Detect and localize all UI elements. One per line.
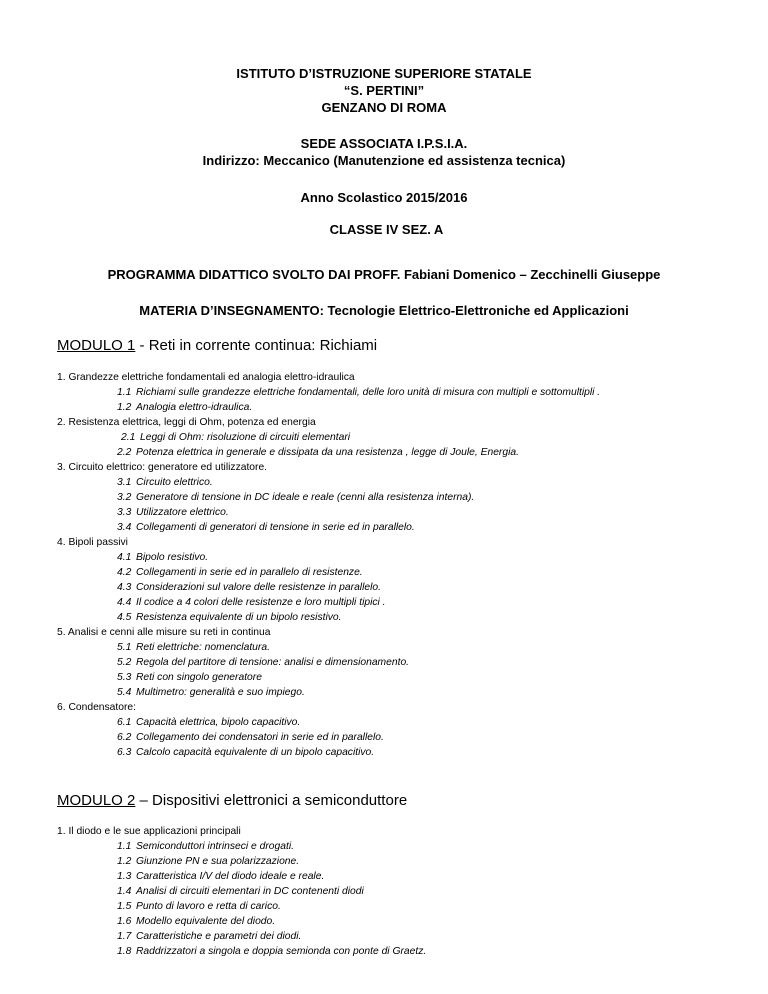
school-header	[0, 65, 768, 116]
module-2-label: MODULO 2	[57, 792, 136, 809]
sub-item: 5.4 Multimetro: generalità e suo impiego.	[117, 687, 305, 698]
sub-item: 1.6 Modello equivalente del diodo.	[117, 916, 276, 927]
module-1-label: MODULO 1	[57, 337, 136, 354]
sub-item: 3.1 Circuito elettrico.	[117, 477, 213, 488]
sede-title: SEDE ASSOCIATA I.P.S.I.A.	[300, 136, 468, 151]
school-city: GENZANO DI ROMA	[321, 100, 447, 115]
sub-item: 1.1 Semiconduttori intrinseci e drogati.	[117, 841, 294, 852]
classe-line: CLASSE IV SEZ. A	[329, 222, 444, 237]
module-2-separator: –	[135, 792, 153, 809]
module-1-separator: -	[135, 337, 149, 354]
sede-block	[0, 135, 768, 169]
sub-item: 4.4 Il codice a 4 colori delle resistenze e loro multipli tipici .	[117, 597, 386, 608]
school-name: ISTITUTO D’ISTRUZIONE SUPERIORE STATALE	[236, 66, 532, 81]
sub-item: 4.1 Bipolo resistivo.	[117, 552, 209, 563]
programma-line: PROGRAMMA DIDATTICO SVOLTO DAI PROFF. Fabiani Domenico – Zecchinelli Giuseppe	[107, 267, 661, 282]
sub-item: 4.5 Resistenza equivalente di un bipolo resistivo.	[117, 612, 342, 623]
module-2-title: Dispositivi elettronici a semiconduttore	[152, 792, 408, 809]
sub-item: 1.7 Caratteristiche e parametri dei diodi.	[117, 931, 302, 942]
sub-item: 5.3 Reti con singolo generatore	[117, 672, 262, 683]
sub-item: 1.5 Punto di lavoro e retta di carico.	[117, 901, 281, 912]
sub-item: 1.2 Analogia elettro-idraulica.	[117, 402, 253, 413]
sub-item: 6.3 Calcolo capacità equivalente di un bipolo capacitivo.	[117, 747, 375, 758]
sub-item: 6.2 Collegamento dei condensatori in serie ed in parallelo.	[117, 732, 384, 743]
list-item: 2. Resistenza elettrica, leggi di Ohm, potenza ed energia	[57, 417, 316, 428]
indirizzo-line: Indirizzo: Meccanico (Manutenzione ed assistenza tecnica)	[202, 153, 566, 168]
sub-item: 5.1 Reti elettriche: nomenclatura.	[117, 642, 270, 653]
school-named-after: “S. PERTINI”	[343, 83, 425, 98]
sub-item: 1.1 Richiami sulle grandezze elettriche fondamentali, delle loro unità di misura con multipli e sottomultipli .	[117, 387, 601, 398]
sub-item: 1.3 Caratteristica I/V del diodo ideale e reale.	[117, 871, 325, 882]
list-item: 5. Analisi e cenni alle misure su reti in continua	[57, 627, 271, 638]
list-item: 6. Condensatore:	[57, 702, 136, 713]
list-item: 1. Grandezze elettriche fondamentali ed analogia elettro-idraulica	[57, 372, 355, 383]
module-1-title: Reti in corrente continua: Richiami	[148, 337, 378, 354]
sub-item: 3.4 Collegamenti di generatori di tensione in serie ed in parallelo.	[117, 522, 415, 533]
sub-item: 2.1 Leggi di Ohm: risoluzione di circuiti elementari	[121, 432, 351, 443]
sub-item: 1.2 Giunzione PN e sua polarizzazione.	[117, 856, 300, 867]
materia-line: MATERIA D’INSEGNAMENTO: Tecnologie Elettrico-Elettroniche ed Applicazioni	[139, 303, 629, 318]
module-1-list	[57, 370, 757, 760]
module-2-heading	[57, 792, 407, 810]
sub-item: 1.4 Analisi di circuiti elementari in DC contenenti diodi	[117, 886, 364, 897]
sub-item: 6.1 Capacità elettrica, bipolo capacitivo.	[117, 717, 301, 728]
sub-item: 5.2 Regola del partitore di tensione: analisi e dimensionamento.	[117, 657, 410, 668]
list-item: 1. Il diodo e le sue applicazioni principali	[57, 826, 241, 837]
module-2-list	[57, 824, 757, 959]
sub-item: 3.3 Utilizzatore elettrico.	[117, 507, 229, 518]
anno-scolastico: Anno Scolastico 2015/2016	[300, 190, 468, 205]
sub-item: 4.3 Considerazioni sul valore delle resistenze in parallelo.	[117, 582, 381, 593]
sub-item: 3.2 Generatore di tensione in DC ideale e reale (cenni alla resistenza interna).	[117, 492, 475, 503]
list-item: 3. Circuito elettrico: generatore ed utilizzatore.	[57, 462, 268, 473]
sub-item: 1.8 Raddrizzatori a singola e doppia semionda con ponte di Graetz.	[117, 946, 427, 957]
sub-item: 4.2 Collegamenti in serie ed in parallelo di resistenze.	[117, 567, 363, 578]
module-1-heading	[57, 337, 377, 355]
list-item: 4. Bipoli passivi	[57, 537, 128, 548]
sub-item: 2.2 Potenza elettrica in generale e dissipata da una resistenza , legge di Joule, Energia.	[117, 447, 519, 458]
